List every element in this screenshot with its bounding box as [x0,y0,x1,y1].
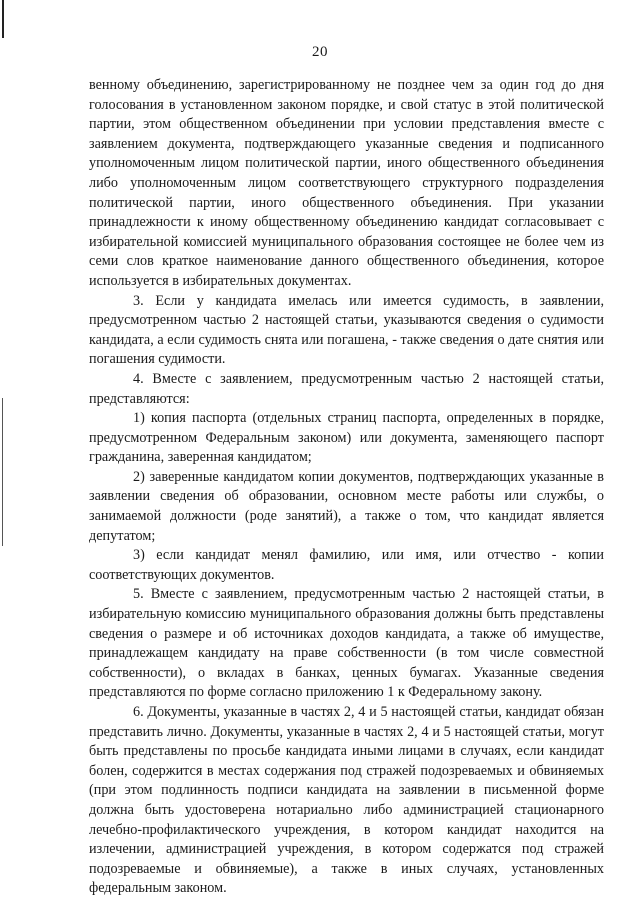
scan-edge-mark [2,0,4,38]
paragraph-part-4: 4. Вместе с заявлением, предусмотренным частью 2 настоящей статьи, представляются: [89,370,604,407]
paragraph-part-6: 6. Документы, указанные в частях 2, 4 и 5 настоящей статьи, кандидат обязан представить лично. Документы, указанные в частях 2, 4 и 5 настоящей статьи, могут быть представлены по просьбе кандидата иными лицами в случаях, если кандидат болен, содержится в местах содержания под стражей подозреваемых и обвиняемых (при этом подлинность подписи кандидата на заявлении в письменной форме должна быть удостоверена нотариально либо администрацией стационарного лечебно-профилактического учреждения, в котором кандидат находится на излечении, администрацией учреждения, в котором содержатся под стражей подозреваемые и обвиняемые), а также в иных случаях, установленных федеральным законом. [89,704,604,897]
list-item-part-4-3: 3) если кандидат менял фамилию, или имя, или отчество - копии соответствующих документов. [89,547,604,583]
scan-edge-mark [2,398,3,546]
paragraph-part-5: 5. Вместе с заявлением, предусмотренным частью 2 настоящей статьи, в избирательную комиссию муниципального образования должны быть представлены сведения о размере и об источниках доходов кандидата, а также об имуществе, принадлежащем кандидату на праве собственности (в том числе совместной собственности), о вкладах в банках, ценных бумагах. Указанные сведения представляются по форме согласно приложению 1 к Федеральному закону. [89,586,604,701]
list-item-part-4-1: 1) копия паспорта (отдельных страниц паспорта, определенных в порядке, предусмотренном Федеральным законом) или документа, заменяющего паспорт гражданина, заверенная кандидатом; [89,410,604,466]
document-body [89,76,604,899]
list-item-part-4-2: 2) заверенные кандидатом копии документов, подтверждающих указанные в заявлении сведения об образовании, основном месте работы или службы, о занимаемой должности (роде занятий), а также о том, что кандидат является депутатом; [89,468,604,544]
page-number: 20 [312,44,328,60]
paragraph-continuation: венному объединению, зарегистрированному не позднее чем за один год до дня голосования в установленном законом порядке, и свой статус в этой политической партии, этом общественном объединении при условии представления вместе с заявлением документа, подтверждающего указанные сведения и подписанного уполномоченным лицом политической партии, иного общественного объединения либо уполномоченным лицом соответствующего структурного подразделения политической партии, иного общественного объединения. При указании принадлежности к иному общественному объединению кандидат согласовывает с избирательной комиссией муниципального образования состоящее не более чем из семи слов краткое наименование данного общественного объединения, которое используется в избирательных документах. [89,77,604,289]
paragraph-part-3: 3. Если у кандидата имелась или имеется судимость, в заявлении, предусмотренном частью 2 настоящей статьи, указываются сведения о судимости кандидата, а если судимость снята или погашена, - также сведения о дате снятия или погашения судимости. [89,292,604,368]
